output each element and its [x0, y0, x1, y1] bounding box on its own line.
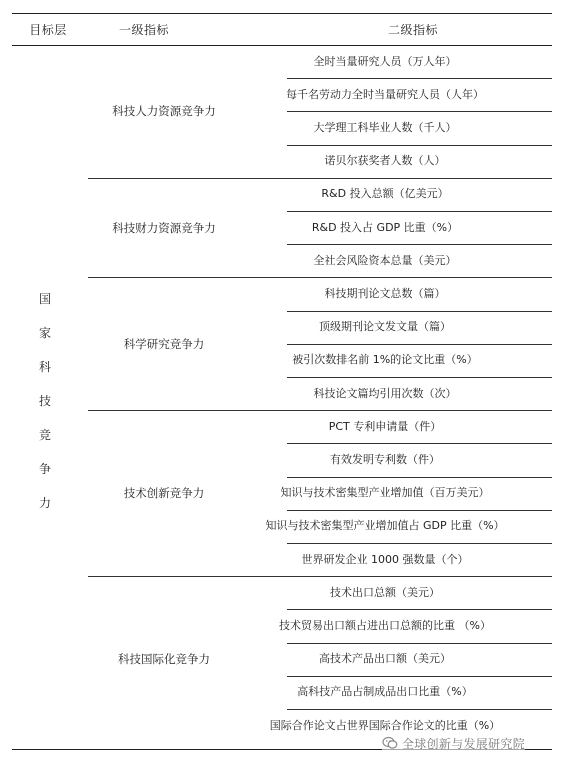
header-second-level: 二级指标: [387, 22, 438, 37]
second-level-indicator: 科技论文篇均引用次数（次）: [313, 386, 457, 400]
second-level-indicator: 每千名劳动力全时当量研究人员（人年）: [286, 87, 484, 101]
goal-char: 国: [38, 292, 51, 306]
second-level-indicator: 高技术产品出口额（美元）: [319, 652, 451, 666]
goal-char: 力: [38, 496, 51, 510]
second-level-indicator: 全时当量研究人员（万人年）: [313, 54, 457, 68]
row-divider: [287, 609, 552, 610]
row-divider: [287, 244, 552, 245]
group-divider: [88, 410, 552, 411]
watermark-text: 全球创新与发展研究院: [402, 736, 526, 751]
row-divider: [287, 145, 552, 146]
goal-layer-label: [30, 282, 60, 520]
first-level-indicator: 科学研究竞争力: [123, 336, 205, 351]
goal-char: 家: [38, 326, 51, 340]
row-divider: [287, 477, 552, 478]
second-level-indicator: 高科技产品占制成品出口比重（%）: [297, 685, 473, 699]
group-divider: [88, 576, 552, 577]
goal-char: 技: [38, 394, 51, 408]
watermark: [382, 734, 525, 752]
row-divider: [287, 211, 552, 212]
goal-char: 科: [38, 360, 51, 374]
first-level-indicator: 科技国际化竞争力: [118, 652, 210, 667]
group-divider: [88, 178, 552, 179]
first-level-indicator: 科技人力资源竞争力: [112, 104, 216, 119]
second-level-indicator: 被引次数排名前 1%的论文比重（%）: [292, 353, 478, 367]
second-level-indicator: R&D 投入占 GDP 比重（%）: [311, 220, 459, 234]
header-first-level: 一级指标: [118, 22, 169, 37]
row-divider: [287, 344, 552, 345]
second-level-indicator: 全社会风险资本总量（美元）: [313, 253, 457, 267]
row-divider: [287, 78, 552, 79]
row-divider: [287, 543, 552, 544]
row-divider: [287, 676, 552, 677]
row-divider: [287, 443, 552, 444]
goal-char: 争: [38, 462, 51, 476]
goal-char: 竞: [38, 428, 51, 442]
row-divider: [287, 643, 552, 644]
row-divider: [287, 111, 552, 112]
second-level-indicator: 技术出口总额（美元）: [330, 585, 440, 599]
second-level-indicator: 世界研发企业 1000 强数量（个）: [301, 552, 469, 566]
row-divider: [287, 510, 552, 511]
first-level-indicator: 科技财力资源竞争力: [112, 220, 216, 235]
first-level-indicator: 技术创新竞争力: [123, 486, 205, 501]
second-level-indicator: 大学理工科毕业人数（千人）: [313, 121, 457, 134]
second-level-indicator: 技术贸易出口额占进出口总额的比重 （%）: [279, 619, 491, 632]
header-goal-layer: 目标层: [29, 22, 67, 37]
row-divider: [287, 311, 552, 312]
wechat-icon: [382, 735, 398, 751]
row-divider: [287, 709, 552, 710]
second-level-indicator: 有效发明专利数（件）: [330, 453, 440, 466]
header-bottom-rule: [12, 45, 552, 46]
second-level-indicator: 诺贝尔获奖者人数（人）: [324, 154, 446, 168]
row-divider: [287, 377, 552, 378]
second-level-indicator: PCT 专利申请量（件）: [328, 419, 442, 433]
second-level-indicator: 顶级期刊论文发文量（篇）: [319, 320, 451, 334]
group-divider: [88, 277, 552, 278]
second-level-indicator: 知识与技术密集型产业增加值（百万美元）: [280, 486, 490, 500]
second-level-indicator: 科技期刊论文总数（篇）: [324, 287, 446, 300]
second-level-indicator: R&D 投入总额（亿美元）: [321, 187, 449, 201]
second-level-indicator: 国际合作论文占世界国际合作论文的比重（%）: [269, 718, 501, 732]
second-level-indicator: 知识与技术密集型产业增加值占 GDP 比重（%）: [265, 519, 505, 533]
